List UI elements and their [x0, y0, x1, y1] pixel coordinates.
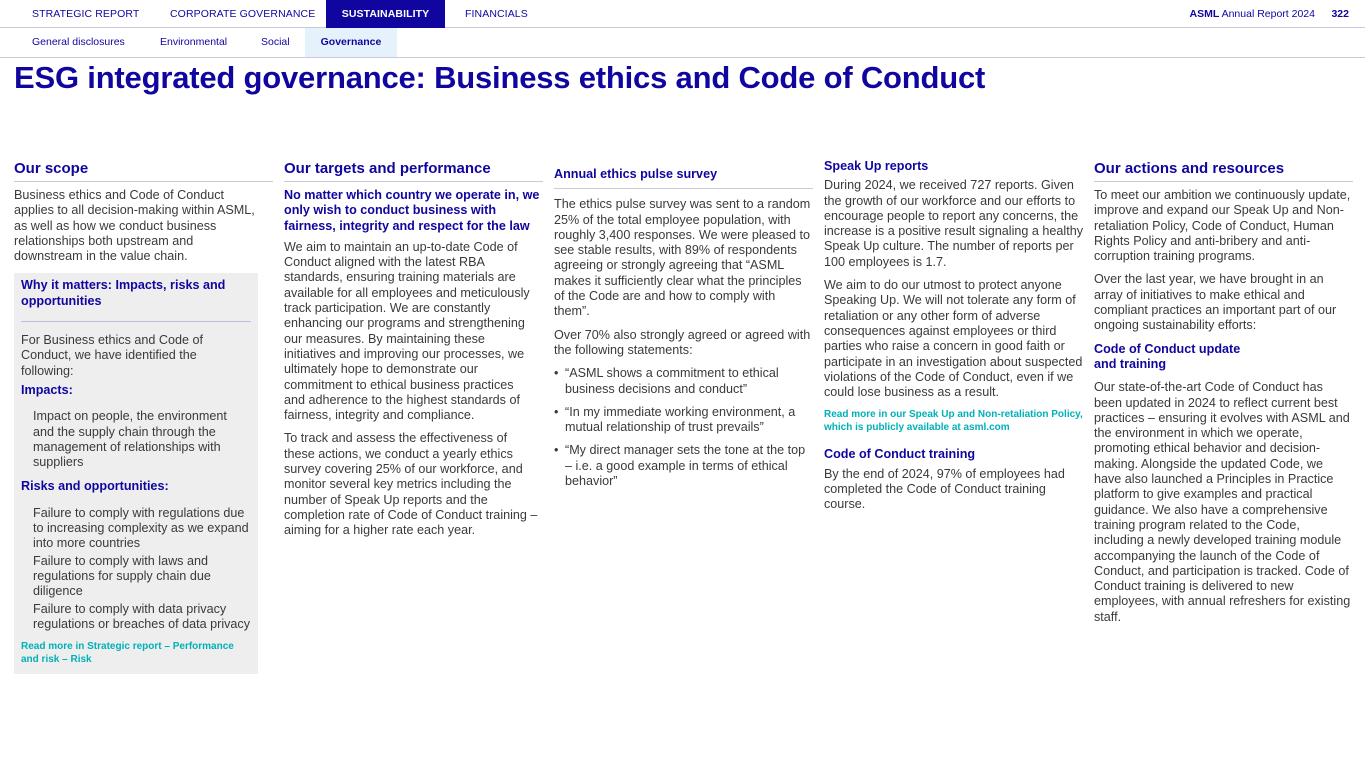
impacts-label: Impacts: [21, 382, 73, 397]
why-it-matters-intro: For Business ethics and Code of Conduct, we have identified the following: [21, 333, 204, 378]
tab-financials[interactable]: FINANCIALS [465, 8, 528, 20]
targets-paragraph-2: To track and assess the effectiveness of these actions, we conduct a yearly ethics survey covering 25% of our workforce, and monitor several key metrics including the number of Speak Up reports and the completion rate of Code of Conduct training – aiming for a higher rate each year. [284, 431, 538, 538]
strategic-report-link[interactable]: Read more in Strategic report – Performance and risk – Risk [21, 641, 234, 666]
actions-paragraph-2: Over the last year, we have brought in an array of initiatives to make ethical and compliant practices an important part of our ongoing sustainability efforts: [1094, 272, 1337, 333]
list-item [554, 366, 813, 397]
survey-heading: Annual ethics pulse survey [554, 167, 718, 181]
speak-up-policy-link[interactable]: Read more in our Speak Up and Non-retaliation Policy, which is publicly available at asml.com [824, 409, 1083, 434]
statement-text: “In my immediate working environment, a mutual relationship of trust prevails” [565, 404, 796, 435]
subtab-environmental[interactable]: Environmental [160, 36, 228, 48]
tab-corporate-governance[interactable]: CORPORATE GOVERNANCE [170, 8, 316, 20]
impact-item: Impact on people, the environment and the supply chain through the management of relationships with suppliers [33, 409, 227, 470]
brand-name: ASML [1189, 8, 1220, 20]
training-heading: Code of Conduct training [824, 447, 976, 462]
speak-up-paragraph-2: We aim to do our utmost to protect anyone Speaking Up. We will not tolerate any form of retaliation or any other form of adverse consequences against employees or third parties who raise a concern in good faith or participate in an investigation about suspected violations of the Code of Conduct, even if we could lose business as a result. [824, 278, 1083, 400]
statement-text: “ASML shows a commitment to ethical business decisions and conduct” [565, 366, 779, 396]
targets-lead: No matter which country we operate in, we only wish to conduct business with fairness, integrity and respect for the law [284, 188, 540, 233]
risk-item: Failure to comply with regulations due to increasing complexity as we expand into more countries [33, 505, 249, 551]
column-ethics-survey [554, 167, 813, 497]
tab-sustainability[interactable]: SUSTAINABILITY [326, 0, 445, 28]
why-it-matters-box [14, 273, 258, 674]
report-name: Annual Report 2024 [1219, 8, 1315, 20]
page-number: 322 [1331, 8, 1349, 20]
page-title: ESG integrated governance: Business ethics and Code of Conduct [14, 60, 986, 95]
actions-paragraph-1: To meet our ambition we continuously update, improve and expand our Speak Up and Non-retaliation Policy, Code of Conduct, Human Rights Policy and anti-bribery and anti-corruption training programs. [1094, 188, 1351, 264]
speak-up-paragraph-1: During 2024, we received 727 reports. Given the growth of our workforce and our efforts to encourage people to report any concerns, the increase is a positive result signaling a healthy Speak Up culture. The number of reports per 100 employees is 1.7. [824, 178, 1084, 269]
impacts-list [21, 409, 251, 470]
column-actions-resources [1094, 160, 1353, 633]
report-brand [1190, 0, 1316, 29]
top-navigation [0, 0, 1365, 28]
column-targets-performance [284, 160, 543, 547]
statement-text: “My direct manager sets the tone at the top – i.e. a good example in terms of ethical behavior” [565, 443, 806, 489]
code-update-heading: Code of Conduct update and training [1094, 341, 1241, 371]
tab-strategic-report[interactable]: STRATEGIC REPORT [32, 8, 140, 20]
scope-heading: Our scope [14, 160, 273, 182]
column-speak-up [824, 159, 1083, 521]
survey-paragraph-2: Over 70% also strongly agreed or agreed with the following statements: [554, 327, 811, 357]
actions-paragraph-3: Our state-of-the-art Code of Conduct has been updated in 2024 to reflect current best practices – ensuring it evolves with ASML and the environment in which we operate, promoting ethical behavior and decision-making. Alongside the updated Code, we have also launched a Principles in Practice platform to give examples and practical guidance. We also have a comprehensive training program related to the Code, including a newly developed training module accompanying the launch of the Code of Conduct, and participation is tracked. Code of Conduct training is delivered to new employees, with annual refreshers for existing staff. [1094, 380, 1351, 624]
risk-item: Failure to comply with laws and regulations for supply chain due diligence [33, 553, 211, 599]
column-our-scope [14, 160, 273, 674]
list-item [554, 443, 813, 489]
bullet-icon: • [554, 404, 559, 419]
why-it-matters-title: Why it matters: Impacts, risks and opportunities [21, 277, 251, 322]
targets-paragraph-1: We aim to maintain an up-to-date Code of Conduct aligned with the latest RBA standards, ensuring training materials are available for all employees and meticulously track participation. We are constantly enhancing our programs and strengthening our measures. By maintaining these initiatives and improving our processes, we ultimately hope to demonstrate our commitment to ethical business practices and adherence to the highest standards of fairness, integrity and compliance. [284, 239, 530, 423]
survey-divider [554, 188, 813, 189]
subtab-social[interactable]: Social [261, 36, 290, 48]
scope-body: Business ethics and Code of Conduct applies to all decision-making within ASML, as well as how we conduct business relationships both upstream and downstream in the value chain. [14, 188, 255, 264]
survey-statements [554, 366, 813, 489]
subtab-general-disclosures[interactable]: General disclosures [32, 36, 125, 48]
targets-heading: Our targets and performance [284, 160, 543, 182]
training-paragraph: By the end of 2024, 97% of employees had completed the Code of Conduct training course. [824, 466, 1065, 512]
risk-item: Failure to comply with data privacy regulations or breaches of data privacy [33, 601, 251, 631]
risks-list [21, 506, 251, 632]
bullet-icon: • [554, 366, 559, 381]
actions-heading: Our actions and resources [1094, 160, 1353, 182]
sub-navigation [0, 28, 1365, 58]
bullet-icon: • [554, 443, 559, 458]
subtab-governance[interactable]: Governance [305, 28, 397, 57]
risks-label: Risks and opportunities: [21, 479, 169, 494]
list-item [554, 405, 813, 436]
speak-up-heading: Speak Up reports [824, 159, 929, 173]
survey-paragraph-1: The ethics pulse survey was sent to a random 25% of the total employee population, with roughly 3,400 responses. We were pleased to see stable results, with 89% of respondents agreeing or strongly agreeing that “ASML makes it sufficiently clear what the principles of the Code are and how to comply with them”. [554, 197, 811, 319]
